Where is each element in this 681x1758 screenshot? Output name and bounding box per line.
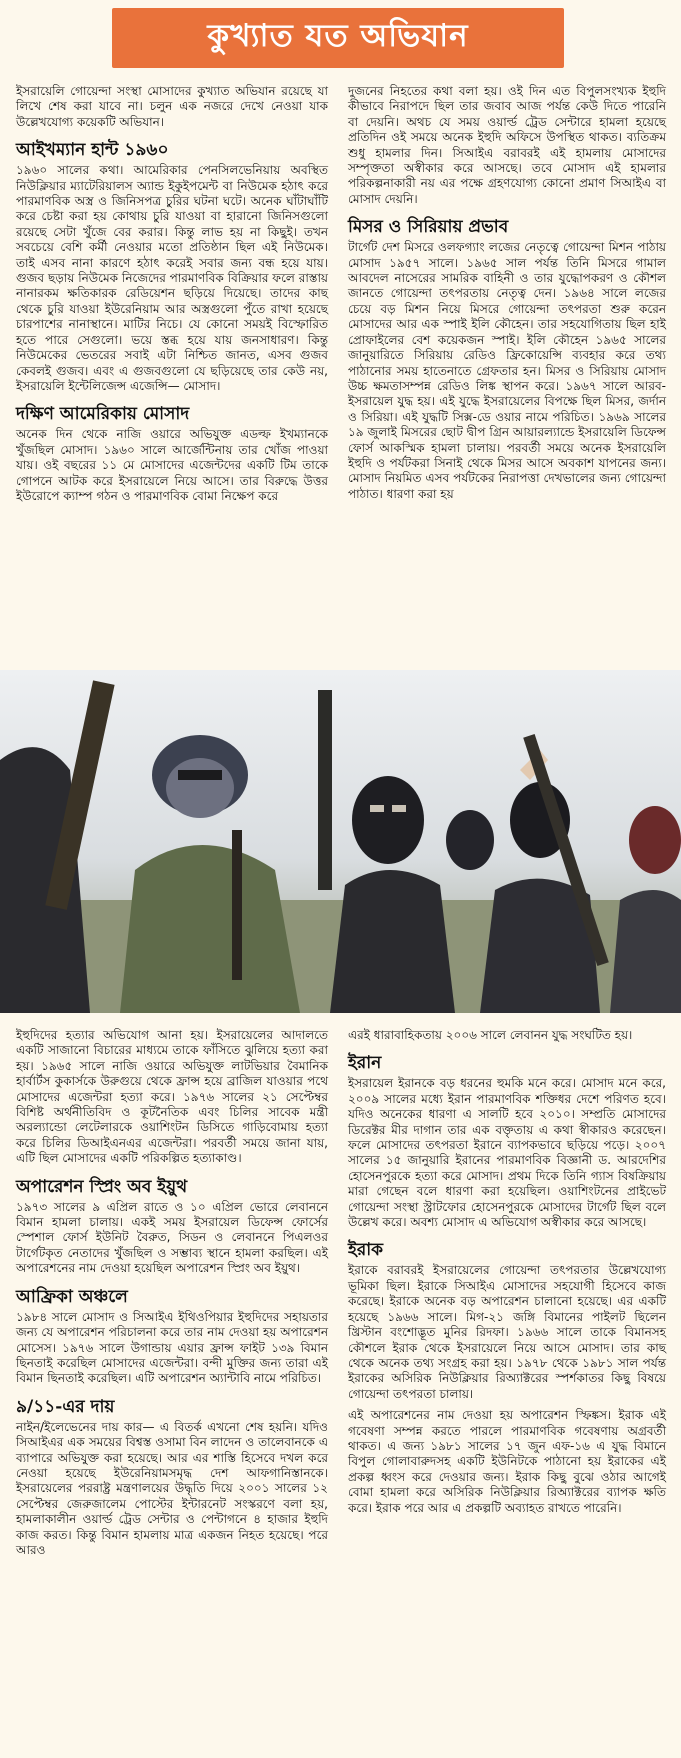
section-text-egypt-syria: টার্গেট দেশ মিসরে ওলফগ্যাং লজের নেতৃত্বে গোয়েন্দা মিশন পাঠায় মোসাদ ১৯৫৭ সালে। ১৯৬৫ সাল পর্যন্ত তিনি মিসরে গামাল আবদেল নাসেরের সামরিক বাহিনী ও তার যুদ্ধোপকরণ ও কৌশল জানতে গোয়েন্দা তৎপরতায় নেতৃত্ব দেন। ১৯৬৪ সালে লজের চেয়ে বড় মিশন নিয়ে মিসরে গোয়েন্দা তৎপরতা শুরু করেন মোসাদের আর এক স্পাই ইলি কৌহেন। তার সহযোগিতায় ছিল হাই প্রোফাইলের বেশ কয়েকজন স্পাই। ইলি কৌহেন ১৯৬৫ সালের জানুয়ারিতে সিরিয়ায় রেডিও ফ্রিকোয়েন্সি ব্যবহার করে তথ্য পাঠানোর সময় হাতেনাতে গ্রেফতার হন। মিসর ও সিরিয়ায় মোসাদ উচ্চ ক্ষমতাসম্পন্ন রেডিও লিঙ্ক স্থাপন করে। ১৯৬৭ সালে আরব-ইসরায়েল যুদ্ধ হয়। এই যুদ্ধে ইসরায়েলের বিপক্ষে ছিল মিসর, জর্দান ও সিরিয়া। এই যুদ্ধটি সিক্স-ডে ওয়ার নামে পরিচিত। ১৯৬৯ সালের ১৯ জুলাই মিসরের ছোট দ্বীপ গ্রিন আয়ারল্যান্ডে ইসরায়েলি ডিফেন্স ফোর্স আকস্মিক হামলা চালায়। পরবর্তী সময়ে অনেক ইসরায়েলি ইহুদি ও পর্যটকরা সিনাই থেকে মিসর আসে অবকাশ যাপনের জন্য। মোসাদ নিয়মিত এসব পর্যটকের নিরাপত্তা দেখভালের জন্য গোয়েন্দা পাঠাত। ধারণা করা হয়: [348, 240, 666, 501]
section-text-africa: ১৯৮৪ সালে মোসাদ ও সিআইএ ইথিওপিয়ার ইহুদিদের সহায়তার জন্য যে অপারেশন পরিচালনা করে তার নাম দেওয়া হয় অপারেশন মোসেস। ১৯৭৬ সালে উগান্ডায় এয়ার ফ্রান্স ফাইট ১৩৯ বিমান ছিনতাই করেছিল মোসাদের এজেন্টরা। বন্দী মুক্তির জন্য তারা এই বিমান ছিনতাই করেছিল। এটি অপারেশন অ্যান্টাবি নামে পরিচিত।: [16, 1309, 328, 1386]
section-text-south-america-cont: ইহুদিদের হত্যার অভিযোগ আনা হয়। ইসরায়েলের আদালতে একটি সাজানো বিচারের মাধ্যমে তাকে ফাঁসিতে ঝুলিয়ে হত্যা করা হয়। ১৯৬৫ সালে নাজি ওয়ারে অভিযুক্ত লাটভিয়ার বৈমানিক হার্বার্টস কুকার্সকে উরুগুয়ে থেকে ফ্রান্স হয়ে ব্রাজিল যাওয়ার পথে মোসাদের এজেন্টরা হত্যা করে। ১৯৭৬ সালের ২১ সেপ্টেম্বর বিশিষ্ট অর্থনীতিবিদ ও কূটনৈতিক এবং চিলির সাবেক মন্ত্রী অরল্যান্ডো লেটেলারকে ওয়াশিংটন ডিসিতে গাড়িবোমায় হত্যা করে চিলির ডিআইএনএর এজেন্টরা। পরবর্তী সময়ে জানা যায়, এটি ছিল মোসাদের একটি পরিকল্পিত হত্যাকাণ্ড।: [16, 1028, 328, 1166]
section-heading-spring-of-youth: অপারেশন স্প্রিং অব ইয়ুথ: [16, 1176, 188, 1197]
section-text-911: নাইন/ইলেভেনের দায় কার— এ বিতর্ক এখনো শেষ হয়নি। যদিও সিআইএর এক সময়ের বিশ্বস্ত ওসামা বিন লাদেন ও তালেবানকে এ ব্যাপারে অভিযুক্ত করা হয়েছে। আর এর শাস্তি হিসেবে দখল করে নেওয়া হয়েছে ইউরেনিয়ামসমৃদ্ধ দেশ আফগানিস্তানকে। ইসরায়েলের পররাষ্ট্র মন্ত্রণালয়ের উদ্ধৃতি দিয়ে ২০০১ সালের ১২ সেপ্টেম্বর জেরুজালেম পোস্টের ইন্টারনেট সংস্করণে বলা হয়, হামলাকালীন ওয়ার্ল্ড ট্রেড সেন্টার ও পেন্টাগনে ৪ হাজার ইহুদি কাজ করত। কিন্তু বিমান হামলায় মাত্র একজন নিহত হয়েছে। পরে আরও: [16, 1419, 328, 1557]
section-heading-eichmann: আইখম্যান হান্ট ১৯৬০: [16, 140, 169, 161]
section-text-eichmann: ১৯৬০ সালের কথা। আমেরিকার পেনসিলভেনিয়ায় অবস্থিত নিউক্লিয়ার ম্যাটেরিয়ালস অ্যান্ড ইকুইপমেন্ট বা নিউমেক হঠাৎ করে পারমাণবিক অস্ত্র ও জিনিসপত্র চুরির ঘটনা ঘটে। অনেক ঘাঁটাঘাঁটি করে চেষ্টা করা হয় কোথায় চুরি যাওয়া বা হারানো জিনিসগুলো রয়েছে সেটা খুঁজে বের করার। কিন্তু লাভ হয় না কিছুই। তখন সবচেয়ে বেশি কর্মী নেওয়ার মতো প্রতিষ্ঠান ছিল এই নিউমেক। তাই এসব নানা কারণে হঠাৎ করেই সবার জন্য বন্ধ হয়ে যায়। গুজব ছড়ায় নিউমেক নিজেদের পারমাণবিক বিক্রিয়ার ফলে রাস্তায় নানারকম ক্ষতিকারক রেডিয়েশন ছড়িয়ে দিয়েছে। তাদের কাছ থেকে চুরি যাওয়া ইউরেনিয়াম আর অস্ত্রগুলো পুঁতে রাখা হয়েছে চারপাশের নানাস্থানে। মাটির নিচে। যে কোনো সময়ই বিস্ফোরিত হতে পারে সেগুলো। ভয়ে স্তব্ধ হয়ে যায় জনসাধারণ। কিন্তু নিউমেকের ভেতরের সবাই এটা নিশ্চিত জানত, এসব গুজব কেবলই গুজব। এবং এ গুজবগুলো যে ছড়িয়েছে তার কেউ নয়, ইসরায়েলি ইন্টেলিজেন্স এজেন্সি— মোসাদ।: [16, 163, 328, 393]
intro-paragraph: ইসরায়েলি গোয়েন্দা সংস্থা মোসাদের কুখ্যাত অভিযান রয়েছে যা লিখে শেষ করা যাবে না। চলুন এক নজরে দেখে নেওয়া যাক উল্লেখযোগ্য কয়েকটি অভিযান।: [16, 84, 328, 129]
column-top-left: [16, 84, 328, 510]
section-heading-africa: আফ্রিকা অঞ্চলে: [16, 1286, 128, 1307]
masked-fighters-photo: [0, 670, 681, 1013]
section-heading-iran: ইরান: [348, 1053, 382, 1074]
photo-illustration: [0, 670, 681, 1013]
section-text-911-cont: দুজনের নিহতের কথা বলা হয়। ওই দিন এত বিপুলসংখ্যক ইহুদি কীভাবে নিরাপদে ছিল তার জবাব আজ পর্যন্ত কেউ দিতে পারেনি বা দেয়নি। অথচ যে সময় ওয়ার্ল্ড ট্রেড সেন্টারে হামলা হয়েছে প্রতিদিন ওই সময়ে অনেক ইহুদি অফিসে উপস্থিত থাকত। ব্যতিক্রম শুধু হামলার দিন। সিআইএ বরাবরই এই হামলায় মোসাদের সম্পৃক্ততা অস্বীকার করে আসছে। তবে মোসাদ এই হামলার পরিকল্পনাকারী নয় এর পক্ষে গ্রহণযোগ্য কোনো প্রমাণ সিআইএ বা মোসাদ দেয়নি।: [348, 84, 666, 206]
section-heading-egypt-syria: মিসর ও সিরিয়ায় প্রভাব: [348, 217, 509, 238]
article-title: কুখ্যাত যত অভিযান: [112, 8, 564, 68]
section-heading-south-america: দক্ষিণ আমেরিকায় মোসাদ: [16, 404, 190, 425]
section-text-iraq: ইরাকে বরাবরই ইসরায়েলের গোয়েন্দা তৎপরতার উল্লেখযোগ্য ভূমিকা ছিল। ইরাকে সিআইএ মোসাদের সহযোগী হিসেবে কাজ করেছে। ইরাকে অনেক বড় অপারেশন চালানো হয়েছে। এর একটি হয়েছে ১৯৬৬ সালে। মিগ-২১ জঙ্গি বিমানের পাইলট ছিলেন খ্রিস্টান বংশোদ্ভূত মুনির রিদফা। ১৯৬৬ সালে তাকে বিমানসহ কৌশলে ইরাক থেকে ইসরায়েলে নিয়ে আসে মোসাদ। তার কাছ থেকে অনেক তথ্য সংগ্রহ করা হয়। ১৯৭৮ থেকে ১৯৮১ সাল পর্যন্ত ইরাকের অসিরিক নিউক্লিয়ার রিঅ্যাক্টরের স্পর্শকাতর কিছু বিষয়ে গোয়েন্দা তৎপরতা চালায়।: [348, 1263, 666, 1401]
section-heading-911: ৯/১১-এর দায়: [16, 1396, 115, 1417]
section-text-egypt-syria-cont: এরই ধারাবাহিকতায় ২০০৬ সালে লেবানন যুদ্ধ সংঘটিত হয়।: [348, 1028, 633, 1042]
section-text-iraq-cont: এই অপারেশনের নাম দেওয়া হয় অপারেশন স্ফিঙ্কস। ইরাক এই গবেষণা সম্পন্ন করতে পারলে পারমাণবিক গবেষণায় অগ্রবর্তী থাকত। এ জন্য ১৯৮১ সালের ১৭ জুন এফ-১৬ এ যুদ্ধ বিমানে বিপুল গোলাবারুদসহ একটি ইউনিটকে পাঠানো হয় ইরাকের এই প্রকল্প ধ্বংস করে দেওয়ার জন্য। ইরাক কিছু বুঝে ওঠার আগেই বোমা হামলা করে অসিরিক নিউক্লিয়ার রিঅ্যাক্টরের ব্যাপক ক্ষতি করে। ইরাক পরে আর এ প্রকল্পটি অব্যাহত রাখতে পারেনি।: [348, 1408, 666, 1515]
section-heading-iraq: ইরাক: [348, 1240, 384, 1261]
section-text-iran: ইসরায়েল ইরানকে বড় ধরনের হুমকি মনে করে। মোসাদ মনে করে, ২০০৯ সালের মধ্যে ইরান পারমাণবিক শক্তিধর দেশে পরিণত হবে। যদিও অনেকের ধারণা এ সালটি হবে ২০১০। সম্প্রতি মোসাদের ডিরেক্টর মীর দাগান তার এক বক্তৃতায় এ কথা স্বীকারও করেছেন। ফলে মোসাদের তৎপরতা ইরানে ব্যাপকভাবে ছড়িয়ে পড়ে। ২০০৭ সালের ১৫ জানুয়ারি ইরানের পারমাণবিক বিজ্ঞানী ড. আরদেশির হোসেনপুরকে হত্যা করে মোসাদ। প্রথম দিকে তিনি গ্যাস বিষক্রিয়ায় মারা গেছেন বলে ধারণা করা হয়েছিল। ওয়াশিংটনের প্রাইভেট গোয়েন্দা সংস্থা স্ট্রাটফোর হোসেনপুরকে মোসাদের টার্গেট ছিল বলে উল্লেখ করে। অবশ্য মোসাদ এ অভিযোগ অস্বীকার করে আসছে।: [348, 1076, 666, 1230]
section-text-spring-of-youth: ১৯৭৩ সালের ৯ এপ্রিল রাতে ও ১০ এপ্রিল ভোরে লেবাননে বিমান হামলা চালায়। একই সময় ইসরায়েল ডিফেন্স ফোর্সের স্পেশাল ফোর্স ইউনিট বৈরুত, সিডন ও লেবাননে পিএলওর টার্গেটকৃত নেতাদের খুঁজছিল ও সম্ভাব্য স্থানে হামলা করছিল। এই অপারেশনের নাম দেওয়া হয়েছিল অপারেশন স্প্রিং অব ইয়ুথ।: [16, 1199, 328, 1276]
column-bottom-right: [348, 1028, 666, 1522]
column-bottom-left: [16, 1028, 328, 1564]
column-top-right: [348, 84, 666, 508]
section-text-south-america: অনেক দিন থেকে নাজি ওয়ারে অভিযুক্ত এডল্ফ ইখম্যানকে খুঁজছিল মোসাদ। ১৯৬০ সালে আর্জেন্টিনায় তার খোঁজ পাওয়া যায়। ওই বছরের ১১ মে মোসাদের এজেন্টদের একটি টিম তাকে গোপনে আটক করে ইসরায়েলে নিয়ে আসে। তার বিরুদ্ধে উত্তর ইউরোপে ক্যাম্প গঠন ও পারমাণবিক বোমা নিক্ষেপ করে: [16, 427, 328, 503]
